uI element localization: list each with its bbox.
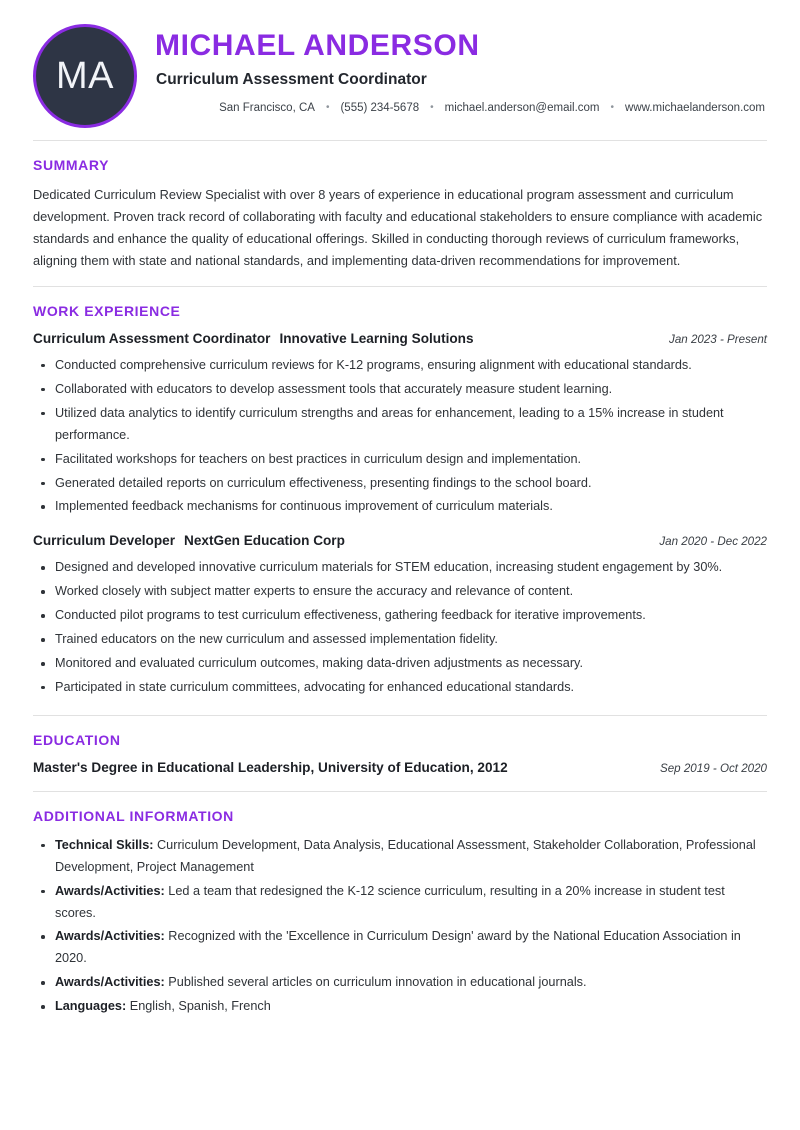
- avatar-initials: MA: [56, 54, 114, 97]
- list-item: [33, 835, 767, 879]
- list-item: Trained educators on the new curriculum and assessed implementation fidelity.: [33, 629, 767, 651]
- contact-email[interactable]: michael.anderson@email.com: [444, 102, 600, 115]
- info-label: Awards/Activities:: [55, 975, 165, 990]
- list-item: Implemented feedback mechanisms for continuous improvement of curriculum materials.: [33, 496, 767, 518]
- job-position: Curriculum Developer: [33, 533, 176, 549]
- job-heading: [33, 330, 474, 348]
- section-summary: [33, 141, 767, 286]
- info-label: Awards/Activities:: [55, 929, 165, 944]
- info-value: English, Spanish, French: [129, 999, 271, 1014]
- contact-row: [153, 102, 767, 114]
- list-item: Facilitated workshops for teachers on best practices in curriculum design and implementation.: [33, 449, 767, 471]
- info-value: Published several articles on curriculum innovation in educational journals.: [168, 975, 587, 990]
- work-experience-entry: [33, 330, 767, 518]
- work-experience-entry: [33, 532, 767, 698]
- job-heading: [33, 532, 345, 550]
- bullet-separator-icon: •: [325, 102, 330, 114]
- education-dates: Sep 2019 - Oct 2020: [660, 761, 767, 775]
- job-bullet-list: [33, 557, 767, 699]
- job-position: Curriculum Assessment Coordinator: [33, 331, 271, 346]
- info-label: Awards/Activities:: [55, 883, 165, 898]
- bullet-separator-icon: •: [430, 102, 434, 114]
- list-item: Worked closely with subject matter experts to ensure the accuracy and relevance of content.: [33, 581, 767, 603]
- resume-header: [33, 0, 767, 140]
- job-bullet-list: [33, 355, 767, 519]
- avatar: [33, 24, 137, 128]
- info-label: Languages:: [55, 999, 127, 1014]
- contact-location: San Francisco, CA: [219, 102, 315, 115]
- contact-website[interactable]: www.michaelanderson.com: [625, 102, 765, 115]
- contact-phone[interactable]: (555) 234-5678: [340, 102, 420, 115]
- job-company: NextGen Education Corp: [184, 533, 345, 549]
- list-item: [33, 996, 767, 1018]
- section-additional-information: [33, 792, 767, 1035]
- job-header: [33, 330, 767, 348]
- list-item: Collaborated with educators to develop assessment tools that accurately measure student learning.: [33, 379, 767, 401]
- header-job-title: Curriculum Assessment Coordinator: [156, 70, 427, 88]
- list-item: Designed and developed innovative curriculum materials for STEM education, increasing student engagement by 30%.: [33, 557, 767, 579]
- page-title: MICHAEL ANDERSON: [155, 29, 480, 62]
- job-dates: Jan 2020 - Dec 2022: [659, 535, 767, 549]
- job-dates: Jan 2023 - Present: [669, 333, 767, 346]
- section-title-additional-information: ADDITIONAL INFORMATION: [33, 807, 234, 824]
- list-item: [33, 881, 767, 925]
- info-label: Technical Skills:: [55, 837, 154, 852]
- list-item: Monitored and evaluated curriculum outcomes, making data-driven adjustments as necessary.: [33, 653, 767, 675]
- additional-information-list: [33, 835, 767, 1019]
- job-header: [33, 532, 767, 550]
- education-degree: Master's Degree in Educational Leadership, University of Education, 2012: [33, 759, 508, 775]
- header-text-block: [153, 24, 767, 114]
- list-item: Participated in state curriculum committees, advocating for enhanced educational standards.: [33, 677, 767, 699]
- list-item: [33, 972, 767, 994]
- list-item: Generated detailed reports on curriculum effectiveness, presenting findings to the school board.: [33, 473, 767, 495]
- bullet-separator-icon: •: [610, 102, 615, 114]
- job-company: Innovative Learning Solutions: [279, 331, 474, 346]
- info-value: Curriculum Development, Data Analysis, Educational Assessment, Stakeholder Collaboration, Professional Development, Project Management: [55, 837, 756, 874]
- list-item: Conducted pilot programs to test curriculum effectiveness, gathering feedback for iterative improvements.: [33, 605, 767, 627]
- list-item: Conducted comprehensive curriculum reviews for K-12 programs, ensuring alignment with educational standards.: [33, 355, 767, 377]
- info-value: Led a team that redesigned the K-12 science curriculum, resulting in a 20% increase in student test scores.: [55, 883, 725, 920]
- section-work-experience: [33, 287, 767, 715]
- section-title-work-experience: WORK EXPERIENCE: [33, 303, 181, 319]
- list-item: [33, 926, 767, 970]
- section-title-summary: SUMMARY: [33, 157, 110, 173]
- summary-text: Dedicated Curriculum Review Specialist with over 8 years of experience in educational program assessment and curriculum development. Proven track record of collaborating with faculty and educational stakeholders to ensure compliance with academic standards and enhance the quality of educational offerings. Skilled in conducting thorough reviews of curriculum frameworks, aligning them with state and national standards, and implementing data-driven recommendations for improvement.: [33, 187, 763, 268]
- list-item: Utilized data analytics to identify curriculum strengths and areas for enhancement, leading to a 15% increase in student performance.: [33, 403, 767, 447]
- education-entry: [33, 759, 767, 777]
- info-value: Recognized with the 'Excellence in Curriculum Design' award by the National Education Association in 2020.: [55, 929, 741, 966]
- section-education: [33, 716, 767, 791]
- section-title-education: EDUCATION: [33, 731, 121, 748]
